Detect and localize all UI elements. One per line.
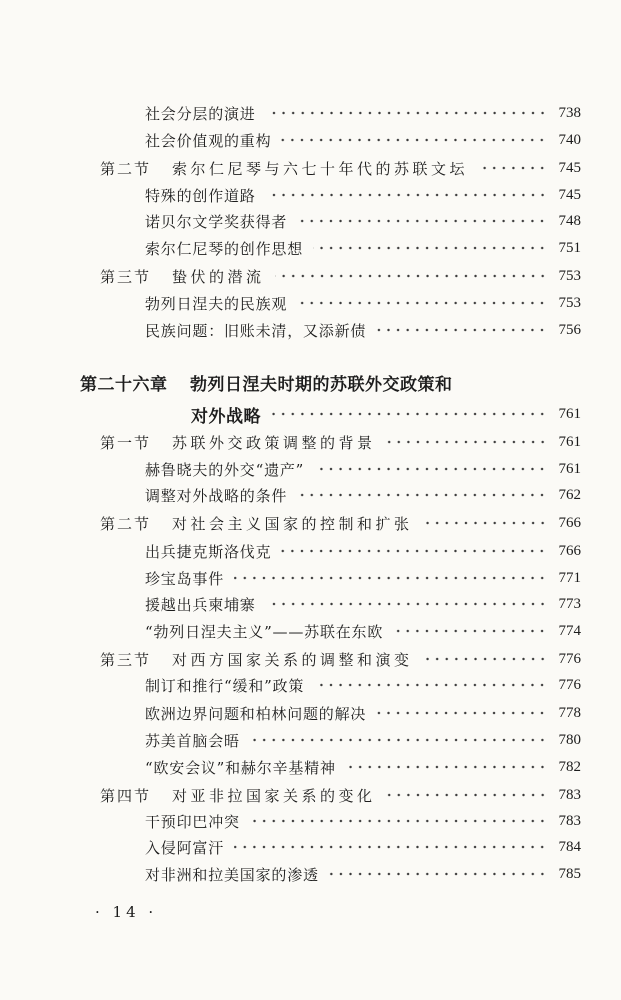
toc-subsection-entry [145,128,581,152]
toc-section-entry [100,430,581,454]
toc-subsection-entry [145,809,581,833]
page-number: 783 [558,786,581,803]
dot-leader [250,737,547,743]
page-number: 762 [558,486,581,503]
subsection-title: 干预印巴冲突 [145,812,240,831]
subsection-title: 诺贝尔文学奖获得者 [145,212,288,231]
page-number: 774 [558,622,581,639]
chapter-title-line1: 勃列日涅夫时期的苏联外交政策和 [190,374,453,395]
page-number: 761 [558,460,581,477]
subsection-title: 援越出兵柬埔寨 [145,595,256,614]
subsection-title: 欧洲边界问题和柏林问题的解决 [145,704,367,723]
dot-leader [297,492,547,498]
dot-leader [250,818,547,824]
section-title: 对社会主义国家的控制和扩张 [172,514,413,533]
section-number: 第三节 [100,267,152,286]
subsection-title: 社会价值观的重构 [145,131,272,150]
page-number: 745 [558,186,581,203]
section-number: 第一节 [100,433,152,452]
subsection-title: 对非洲和拉美国家的渗透 [145,865,319,884]
dot-leader [297,218,547,224]
subsection-title: 特殊的创作道路 [145,186,256,205]
section-title: 苏联外交政策调整的背景 [172,433,376,452]
page-number: 784 [558,838,581,855]
toc-subsection-entry [145,457,581,481]
subsection-title: “欧安会议”和赫尔辛基精神 [145,758,336,777]
subsection-title: 苏美首脑会晤 [145,731,240,750]
section-number: 第四节 [100,786,152,805]
subsection-title: 制订和推行“缓和”政策 [145,676,305,695]
toc-chapter-heading-continued [191,400,581,428]
toc-subsection-entry [145,209,581,233]
subsection-title: 勃列日涅夫的民族观 [145,294,288,313]
section-number: 第二节 [100,514,152,533]
subsection-title: “勃列日涅夫主义”——苏联在东欧 [145,622,384,641]
subsection-title: 民族问题：旧账未清，又添新债 [145,321,367,340]
page-number: 776 [558,650,581,667]
toc-subsection-entry [145,101,581,125]
toc-subsection-entry [145,728,581,752]
page-number: 753 [558,267,581,284]
subsection-title: 索尔仁尼琴的创作思想 [145,239,304,258]
toc-subsection-entry [145,318,581,342]
toc-section-entry [100,783,581,807]
folio-page-number: · 14 · [95,903,158,921]
page-number: 771 [558,569,581,586]
dot-leader [275,273,547,279]
toc-subsection-entry [145,236,581,260]
toc-section-entry [100,647,581,671]
chapter-title-line2: 对外战略 [191,406,261,427]
dot-leader [346,764,547,770]
toc-section-entry [100,156,581,180]
page-number: 751 [558,239,581,256]
page-number: 782 [558,758,581,775]
section-title: 蛰伏的潜流 [172,267,265,286]
toc-subsection-entry [145,755,581,779]
page-number: 773 [558,595,581,612]
dot-leader [376,710,547,716]
dot-leader [234,575,547,581]
section-title: 对亚非拉国家关系的变化 [172,786,376,805]
dot-leader [266,192,547,198]
dot-leader [314,466,547,472]
dot-leader [478,165,547,171]
subsection-title: 入侵阿富汗 [145,838,225,857]
subsection-title: 珍宝岛事件 [145,569,225,588]
toc-section-entry [100,511,581,535]
dot-leader [266,110,547,116]
section-number: 第三节 [100,650,152,669]
dot-leader [313,245,547,251]
toc-section-entry [100,264,581,288]
dot-leader [266,601,547,607]
dot-leader [393,628,547,634]
toc-subsection-entry [145,673,581,697]
dot-leader [376,327,547,333]
toc-subsection-entry [145,835,581,859]
toc-chapter-heading [80,368,581,396]
subsection-title: 出兵捷克斯洛伐克 [145,542,272,561]
dot-leader [386,792,547,798]
section-title: 索尔仁尼琴与六七十年代的苏联文坛 [172,159,469,178]
subsection-title: 调整对外战略的条件 [145,486,288,505]
page-number: 740 [558,131,581,148]
dot-leader [281,548,547,554]
page-number: 783 [558,812,581,829]
page-number: 766 [558,514,581,531]
toc-subsection-entry [145,701,581,725]
toc-subsection-entry [145,862,581,886]
toc-subsection-entry [145,291,581,315]
dot-leader [271,411,547,417]
dot-leader [297,300,547,306]
toc-subsection-entry [145,592,581,616]
page-number: 748 [558,212,581,229]
dot-leader [281,137,547,143]
page-number: 756 [558,321,581,338]
page-number: 766 [558,542,581,559]
page-number: 776 [558,676,581,693]
page-number: 785 [558,865,581,882]
section-title: 对西方国家关系的调整和演变 [172,650,413,669]
toc-subsection-entry [145,566,581,590]
page-number: 738 [558,104,581,121]
page-number: 761 [558,405,581,422]
subsection-title: 赫鲁晓夫的外交“遗产” [145,460,305,479]
toc-subsection-entry [145,483,581,507]
dot-leader [386,439,547,445]
page-number: 761 [558,433,581,450]
section-number: 第二节 [100,159,152,178]
toc-subsection-entry [145,619,581,643]
dot-leader [423,520,547,526]
page-number: 780 [558,731,581,748]
dot-leader [329,871,547,877]
toc-subsection-entry [145,539,581,563]
subsection-title: 社会分层的演进 [145,104,256,123]
dot-leader [314,682,547,688]
page-number: 745 [558,159,581,176]
page-number: 778 [558,704,581,721]
dot-leader [423,656,547,662]
dot-leader [234,844,547,850]
toc-subsection-entry [145,183,581,207]
page-number: 753 [558,294,581,311]
chapter-number: 第二十六章 [80,374,168,395]
